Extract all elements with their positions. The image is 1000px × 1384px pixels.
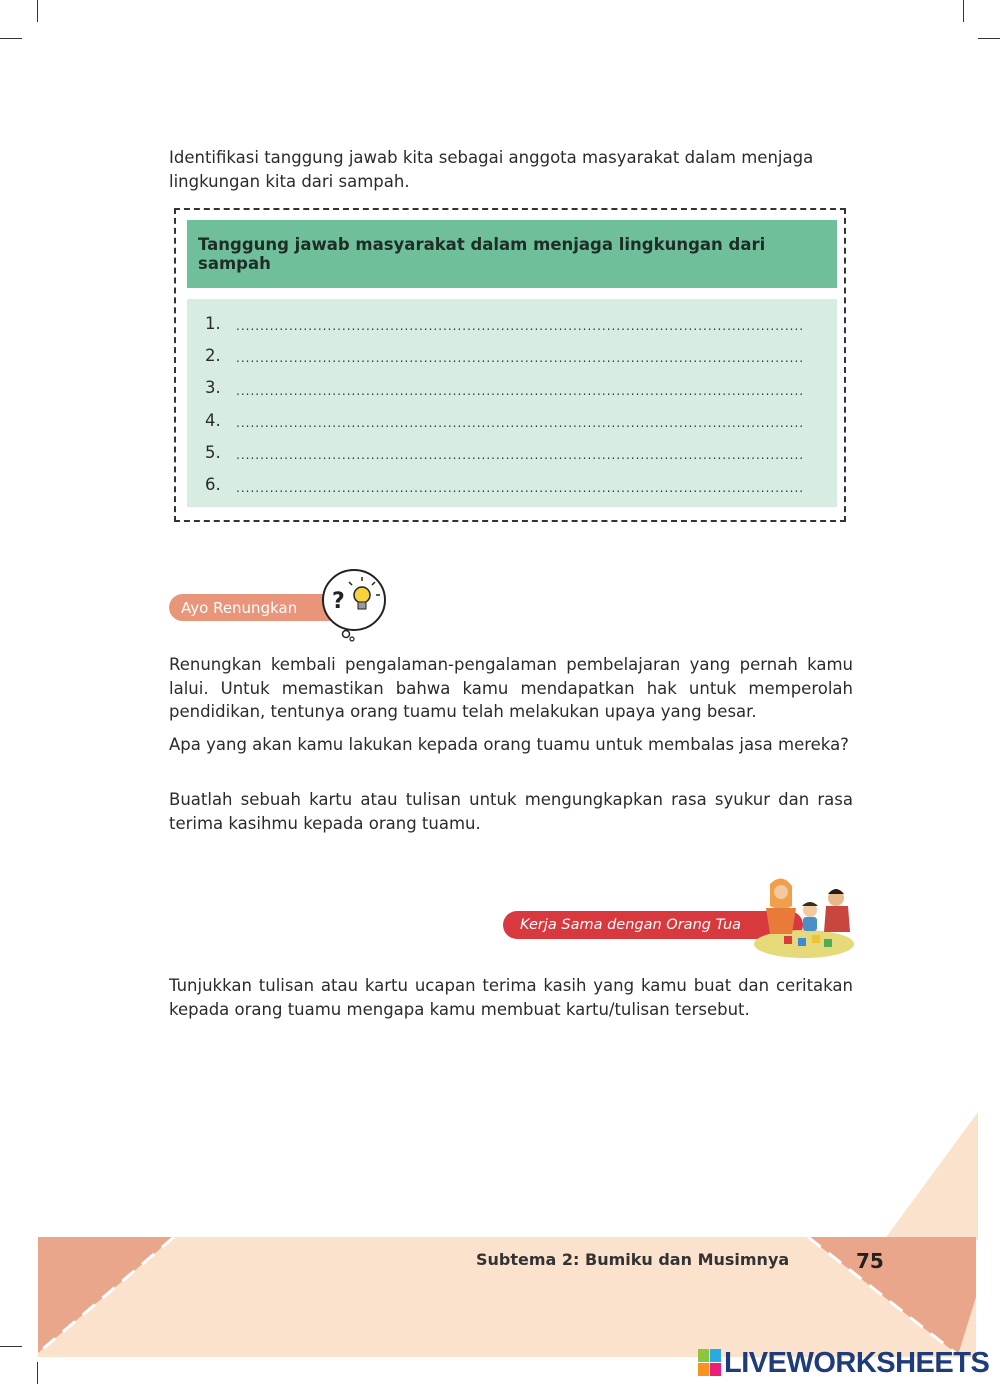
- answer-row[interactable]: [205, 468, 815, 500]
- answer-line[interactable]: ......................................................................................................................: [236, 416, 805, 431]
- answer-row[interactable]: [205, 339, 815, 371]
- subtema-title: Subtema 2: Bumiku dan Musimnya: [476, 1250, 790, 1269]
- crop-mark: [0, 1346, 22, 1347]
- answer-line[interactable]: ......................................................................................................................: [236, 448, 805, 463]
- answer-row[interactable]: [205, 436, 815, 468]
- answer-row[interactable]: [205, 372, 815, 404]
- intro-text: [169, 146, 853, 193]
- row-number: 5.: [205, 442, 221, 462]
- answer-line[interactable]: ......................................................................................................................: [236, 319, 805, 334]
- ayo-renungkan-label: [169, 594, 341, 621]
- answer-line[interactable]: ......................................................................................................................: [236, 383, 805, 398]
- answer-row[interactable]: [205, 307, 815, 339]
- renungkan-paragraph-1: Renungkan kembali pengalaman-pengalaman pembelajaran yang pernah kamu lalui. Untuk memastikan bahwa kamu mendapatkan hak untuk memperolah pendidikan, tentunya orang tuamu telah melakukan upaya yang besar.: [169, 655, 853, 721]
- renungkan-paragraph-3: Buatlah sebuah kartu atau tulisan untuk mengungkapkan rasa syukur dan rasa terima kasihmu kepada orang tuamu.: [169, 790, 853, 833]
- answer-line[interactable]: ......................................................................................................................: [236, 351, 805, 366]
- svg-text:?: ?: [332, 589, 345, 614]
- crop-mark: [37, 1362, 38, 1384]
- page-number: 75: [856, 1249, 884, 1273]
- kerja-sama-paragraph: Tunjukkan tulisan atau kartu ucapan terima kasih yang kamu buat dan ceritakan kepada orang tuamu mengapa kamu membuat kartu/tulisan tersebut.: [169, 976, 853, 1019]
- answer-row[interactable]: [205, 404, 815, 436]
- row-number: 1.: [205, 313, 221, 333]
- row-number: 4.: [205, 410, 221, 430]
- crop-mark: [963, 0, 964, 22]
- renungkan-paragraph-2: Apa yang akan kamu lakukan kepada orang tuamu untuk membalas jasa mereka?: [169, 735, 849, 754]
- intro-line-2: lingkungan kita dari sampah.: [169, 171, 410, 191]
- intro-line-1: Identifikasi tanggung jawab kita sebagai anggota masyarakat dalam menjaga: [169, 148, 814, 167]
- family-illustration: [752, 872, 856, 960]
- liveworksheets-text: LIVEWORKSHEETS: [724, 1346, 990, 1379]
- kerja-sama-text: Kerja Sama dengan Orang Tua: [520, 917, 742, 933]
- answer-list: [187, 299, 837, 507]
- thought-bulb-icon: [318, 568, 390, 642]
- liveworksheets-logo-icon: [698, 1349, 722, 1377]
- ayo-renungkan-text: Ayo Renungkan: [181, 598, 298, 617]
- table-header: Tanggung jawab masyarakat dalam menjaga lingkungan dari sampah: [187, 220, 837, 288]
- crop-mark: [0, 38, 22, 39]
- row-number: 6.: [205, 475, 221, 495]
- corner-triangle-top: [880, 1112, 978, 1242]
- answer-line[interactable]: ......................................................................................................................: [236, 480, 805, 495]
- crop-mark: [37, 0, 38, 22]
- liveworksheets-watermark: [698, 1345, 989, 1381]
- crop-mark: [978, 38, 1000, 39]
- row-number: 2.: [205, 345, 221, 365]
- row-number: 3.: [205, 378, 221, 398]
